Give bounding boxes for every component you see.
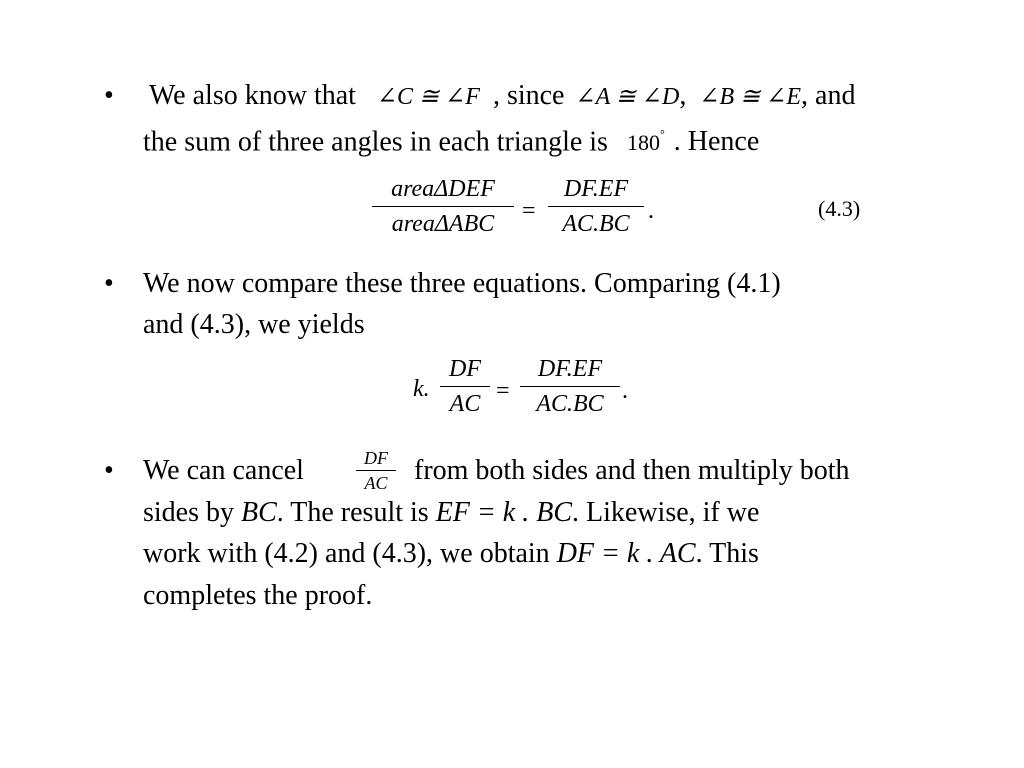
eq43-period: . — [648, 198, 654, 224]
text: . Likewise, if we — [572, 497, 760, 528]
eq43-rhs-denominator: AC.BC — [562, 211, 630, 237]
text: . Hence — [673, 126, 760, 158]
fraction-bar — [372, 206, 514, 207]
fraction-bar — [440, 386, 490, 387]
inline-fraction-denominator: AC — [364, 473, 388, 493]
text: We can cancel — [143, 455, 304, 486]
bullet-1: • — [104, 80, 114, 111]
text: the sum of three angles in each triangle is — [143, 126, 608, 158]
eq43-rhs-fraction — [548, 176, 644, 237]
eq43-equals: = — [522, 198, 536, 224]
eq43-label: (4.3) — [818, 196, 861, 221]
degree-number: 180 — [626, 130, 660, 156]
eqk-lhs-numerator: DF — [449, 356, 481, 382]
eq43-lhs-numerator: areaΔDEF — [391, 176, 495, 202]
eq43-rhs-numerator: DF.EF — [563, 176, 629, 202]
bullet-3-line-3 — [143, 538, 759, 570]
eqk-rhs-numerator: DF.EF — [537, 356, 603, 382]
math-ef-k-bc: EF = k . BC — [435, 497, 573, 528]
degree-value — [626, 127, 665, 156]
text: We also know that — [149, 80, 356, 111]
math-angle-a-d: ∠A ≅ ∠D — [575, 84, 680, 110]
eqk-rhs-fraction — [520, 356, 620, 417]
text: work with (4.2) and (4.3), we obtain — [143, 538, 557, 569]
text: . This — [695, 538, 759, 569]
inline-fraction-df-ac — [356, 448, 396, 493]
bullet-3: • — [104, 455, 114, 486]
inline-fraction-numerator: DF — [364, 448, 388, 468]
bullet-3-line-2 — [143, 497, 759, 529]
bullet-2-line-1: We now compare these three equations. Comparing (4.1) — [143, 268, 781, 299]
math-angle-c-f: ∠C ≅ ∠F — [376, 84, 480, 110]
text: , since — [492, 80, 565, 111]
text: , and — [801, 80, 856, 111]
fraction-bar — [520, 386, 620, 387]
text: sides by — [143, 497, 241, 528]
bullet-3-line-4: completes the proof. — [143, 580, 373, 611]
eqk-k: k. — [413, 376, 430, 402]
bullet-2-line-2: and (4.3), we yields — [143, 309, 365, 340]
eqk-lhs-denominator: AC — [449, 391, 481, 417]
eqk-rhs-denominator: AC.BC — [536, 391, 604, 417]
eqk-lhs-fraction — [440, 356, 490, 417]
degree-sign: ° — [659, 127, 665, 141]
text: , — [679, 80, 687, 111]
bullet-2: • — [104, 268, 114, 299]
eqk-period: . — [622, 378, 628, 404]
text: . The result is — [276, 497, 436, 528]
math-df-k-ac: DF = k . AC — [556, 538, 696, 569]
fraction-bar — [356, 470, 396, 471]
math-angle-b-e: ∠B ≅ ∠E — [699, 84, 802, 110]
eq43-lhs-denominator: areaΔABC — [391, 211, 495, 237]
math-bc: BC — [241, 497, 277, 528]
eq43-lhs-fraction — [372, 176, 514, 237]
bullet-1-line-2 — [143, 122, 759, 159]
bullet-1-line-1 — [143, 80, 855, 113]
bullet-3-line-1-cont: from both sides and then multiply both — [414, 455, 850, 486]
fraction-bar — [548, 206, 644, 207]
eqk-equals: = — [496, 378, 510, 404]
bullet-3-line-1 — [143, 455, 304, 487]
